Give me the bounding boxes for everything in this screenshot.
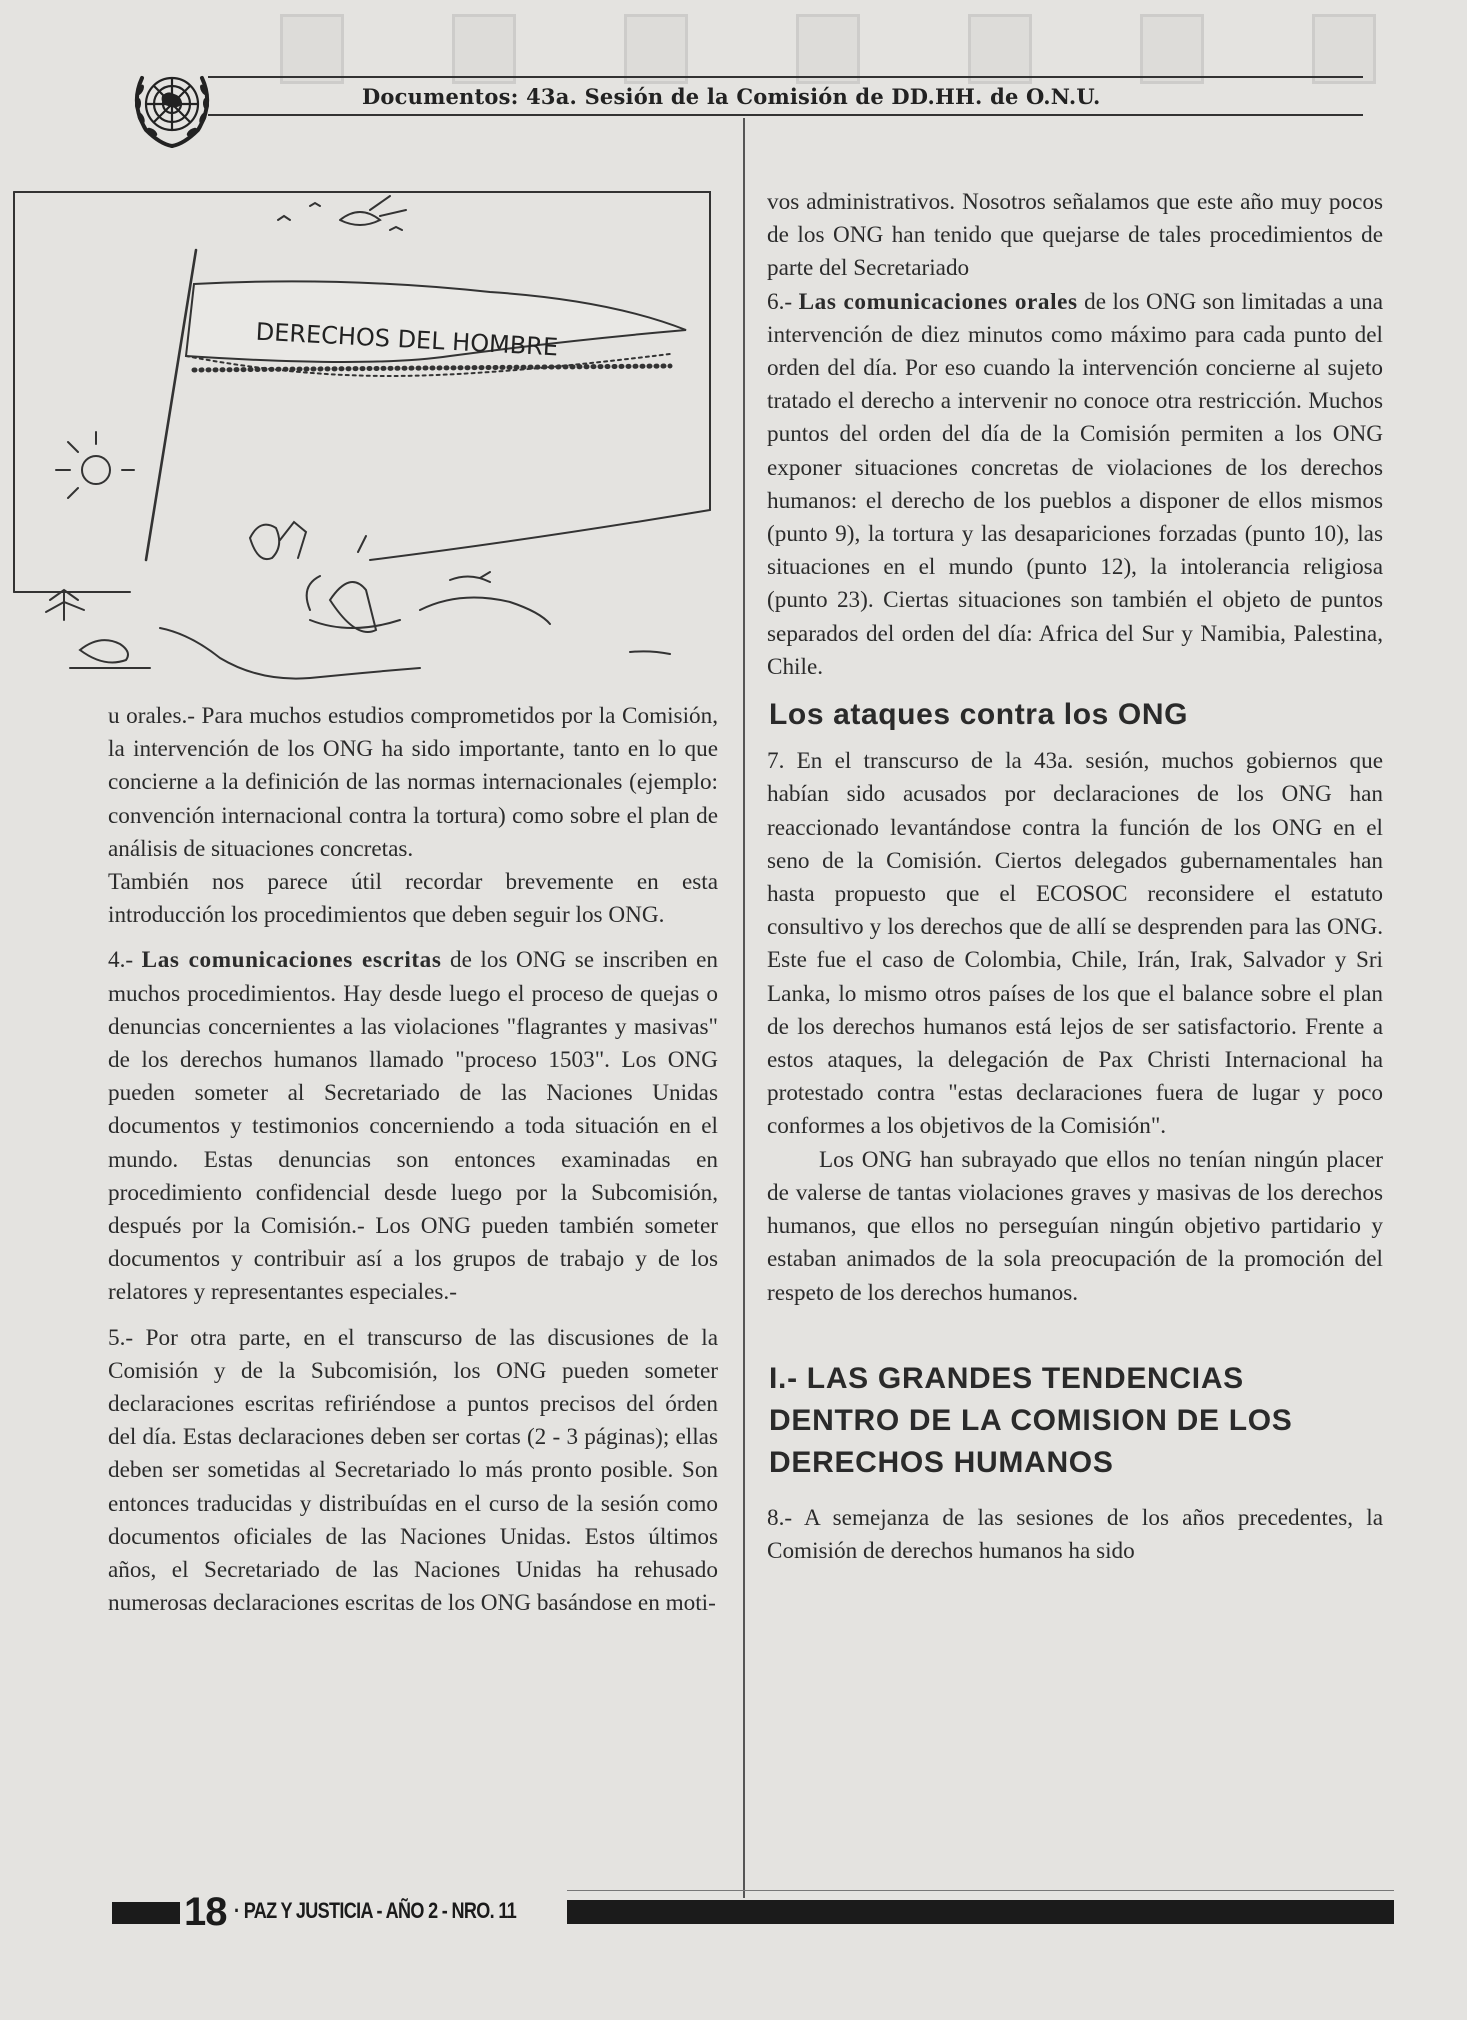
footer-rule xyxy=(567,1890,1394,1891)
page-footer xyxy=(112,1890,1394,1934)
header-rule-bottom xyxy=(208,114,1363,116)
column-divider xyxy=(743,118,745,1898)
paragraph: vos administrativos. Nosotros señalamos que este año muy pocos de los ONG han tenido que quejarse de tales procedimientos de parte del Secretariado xyxy=(767,189,1383,282)
banner-illustration xyxy=(10,180,730,680)
bold-term: Las comunicaciones escritas xyxy=(141,947,442,974)
publication-info: · PAZ Y JUSTICIA - AÑO 2 - NRO. 11 xyxy=(234,1898,517,1923)
left-column xyxy=(108,700,718,1620)
paragraph-text: de los ONG son limitadas a una intervención de diez minutos como máximo para cada punto del orden del día. Por eso cuando la intervención concierne al sujeto tratado el derecho a intervenir no conoce otra restricción. Muchos puntos del orden del día de la Comisión permiten a los ONG exponer situaciones concretas de violaciones de los derechos humanos: el derecho de los pueblos a disponer de ellos mismos (punto 9), la tortura y las desapariciones forzadas (punto 10), las situaciones en el mundo (punto 12), la intolerancia religiosa (punto 23). Ciertas situaciones son también el objeto de puntos separados del orden del día: Africa del Sur y Namibia, Palestina, Chile. xyxy=(767,288,1384,680)
right-column xyxy=(767,186,1383,1568)
bold-term: Las comunicaciones orales xyxy=(798,288,1078,315)
paragraph-text: de los ONG se inscriben en muchos procedimientos. Hay desde luego el proceso de quejas o denuncias concernientes a las violaciones "flagrantes y masivas" de los derechos humanos llamado "proceso 1503". Los ONG pueden someter al Secretariado de las Naciones Unidas documentos y testimonios concerniendo a toda situación en el mundo. Estas denuncias son entonces examinadas en procedimiento confidencial desde luego por la Subcomisión, después por la Comisión.- Los ONG pueden también someter documentos y contribuir así a los grupos de trabajo y de los relatores y representantes especiales.- xyxy=(108,947,718,1306)
header-rule-top xyxy=(208,76,1363,78)
paragraph-oral-communications xyxy=(767,286,1383,684)
un-emblem-icon xyxy=(108,60,236,152)
item-number: 4.- xyxy=(108,947,142,974)
paragraph-written-communications xyxy=(108,944,718,1309)
item-number: 6.- xyxy=(767,288,799,315)
section-heading: I.- LAS GRANDES TENDENCIAS DENTRO DE LA COMISION DE LOS DERECHOS HUMANOS xyxy=(769,1361,1293,1479)
paragraph: 5.- Por otra parte, en el transcurso de las discusiones de la Comisión y de la Subcomisión, los ONG pueden someter declaraciones escritas refiriéndose a puntos precisos del órden del día. Estas declaraciones deben ser cortas (2 - 3 páginas); ellas deben ser sometidas al Secretariado lo más pronto posible. Son entonces traducidas y distribuídas en el curso de la sesión como documentos oficiales de las Naciones Unidas. Estos últimos años, el Secretariado de las Naciones Unidas ha rehusado numerosas declaraciones escritas de los ONG basándose en moti- xyxy=(108,1324,718,1617)
page-header xyxy=(108,66,1363,124)
section-subheading: Los ataques contra los ONG xyxy=(769,698,1189,732)
footer-bar-right xyxy=(567,1900,1394,1924)
banner-text: DERECHOS DEL HOMBRE xyxy=(255,317,559,362)
footer-bar-left xyxy=(112,1902,180,1924)
paragraph: También nos parece útil recordar brevemente en esta introducción los procedimientos que deben seguir los ONG. xyxy=(108,869,718,929)
header-title: Documentos: 43a. Sesión de la Comisión de DD.HH. de O.N.U. xyxy=(362,84,1101,109)
paragraph: 8.- A semejanza de las sesiones de los años precedentes, la Comisión de derechos humanos ha sido xyxy=(767,1504,1383,1564)
paragraph: u orales.- Para muchos estudios comprometidos por la Comisión, la intervención de los ONG ha sido importante, tanto en lo que concierne a la definición de las normas internacionales (ejemplo: convención internacional contra la tortura) como sobre el plan de análisis de situaciones concretas. xyxy=(108,703,718,862)
page-number: 18 xyxy=(184,1890,227,1934)
paragraph: 7. En el transcurso de la 43a. sesión, muchos gobiernos que habían sido acusados por declaraciones de los ONG han reaccionado levantándose contra la función de los ONG en el seno de la Comisión. Ciertos delegados gubernamentales han hasta propuesto que el ECOSOC reconsidere el estatuto consultivo y los derechos que de allí se desprenden para las ONG. Este fue el caso de Colombia, Chile, Irán, Irak, Salvador y Sri Lanka, lo mismo otros países de los que el balance sobre el plan de los derechos humanos está lejos de ser satisfactorio. Frente a estos ataques, la delegación de Pax Christi Internacional ha protestado contra "estas declaraciones fuera de lugar y poco conformes a los objetivos de la Comisión". xyxy=(767,748,1383,1140)
paragraph: Los ONG han subrayado que ellos no tenían ningún placer de valerse de tantas violaciones graves y masivas de los derechos humanos, que ellos no perseguían ningún objetivo partidario y estaban animados de la sola preocupación de la promoción del respeto de los derechos humanos. xyxy=(767,1146,1383,1306)
